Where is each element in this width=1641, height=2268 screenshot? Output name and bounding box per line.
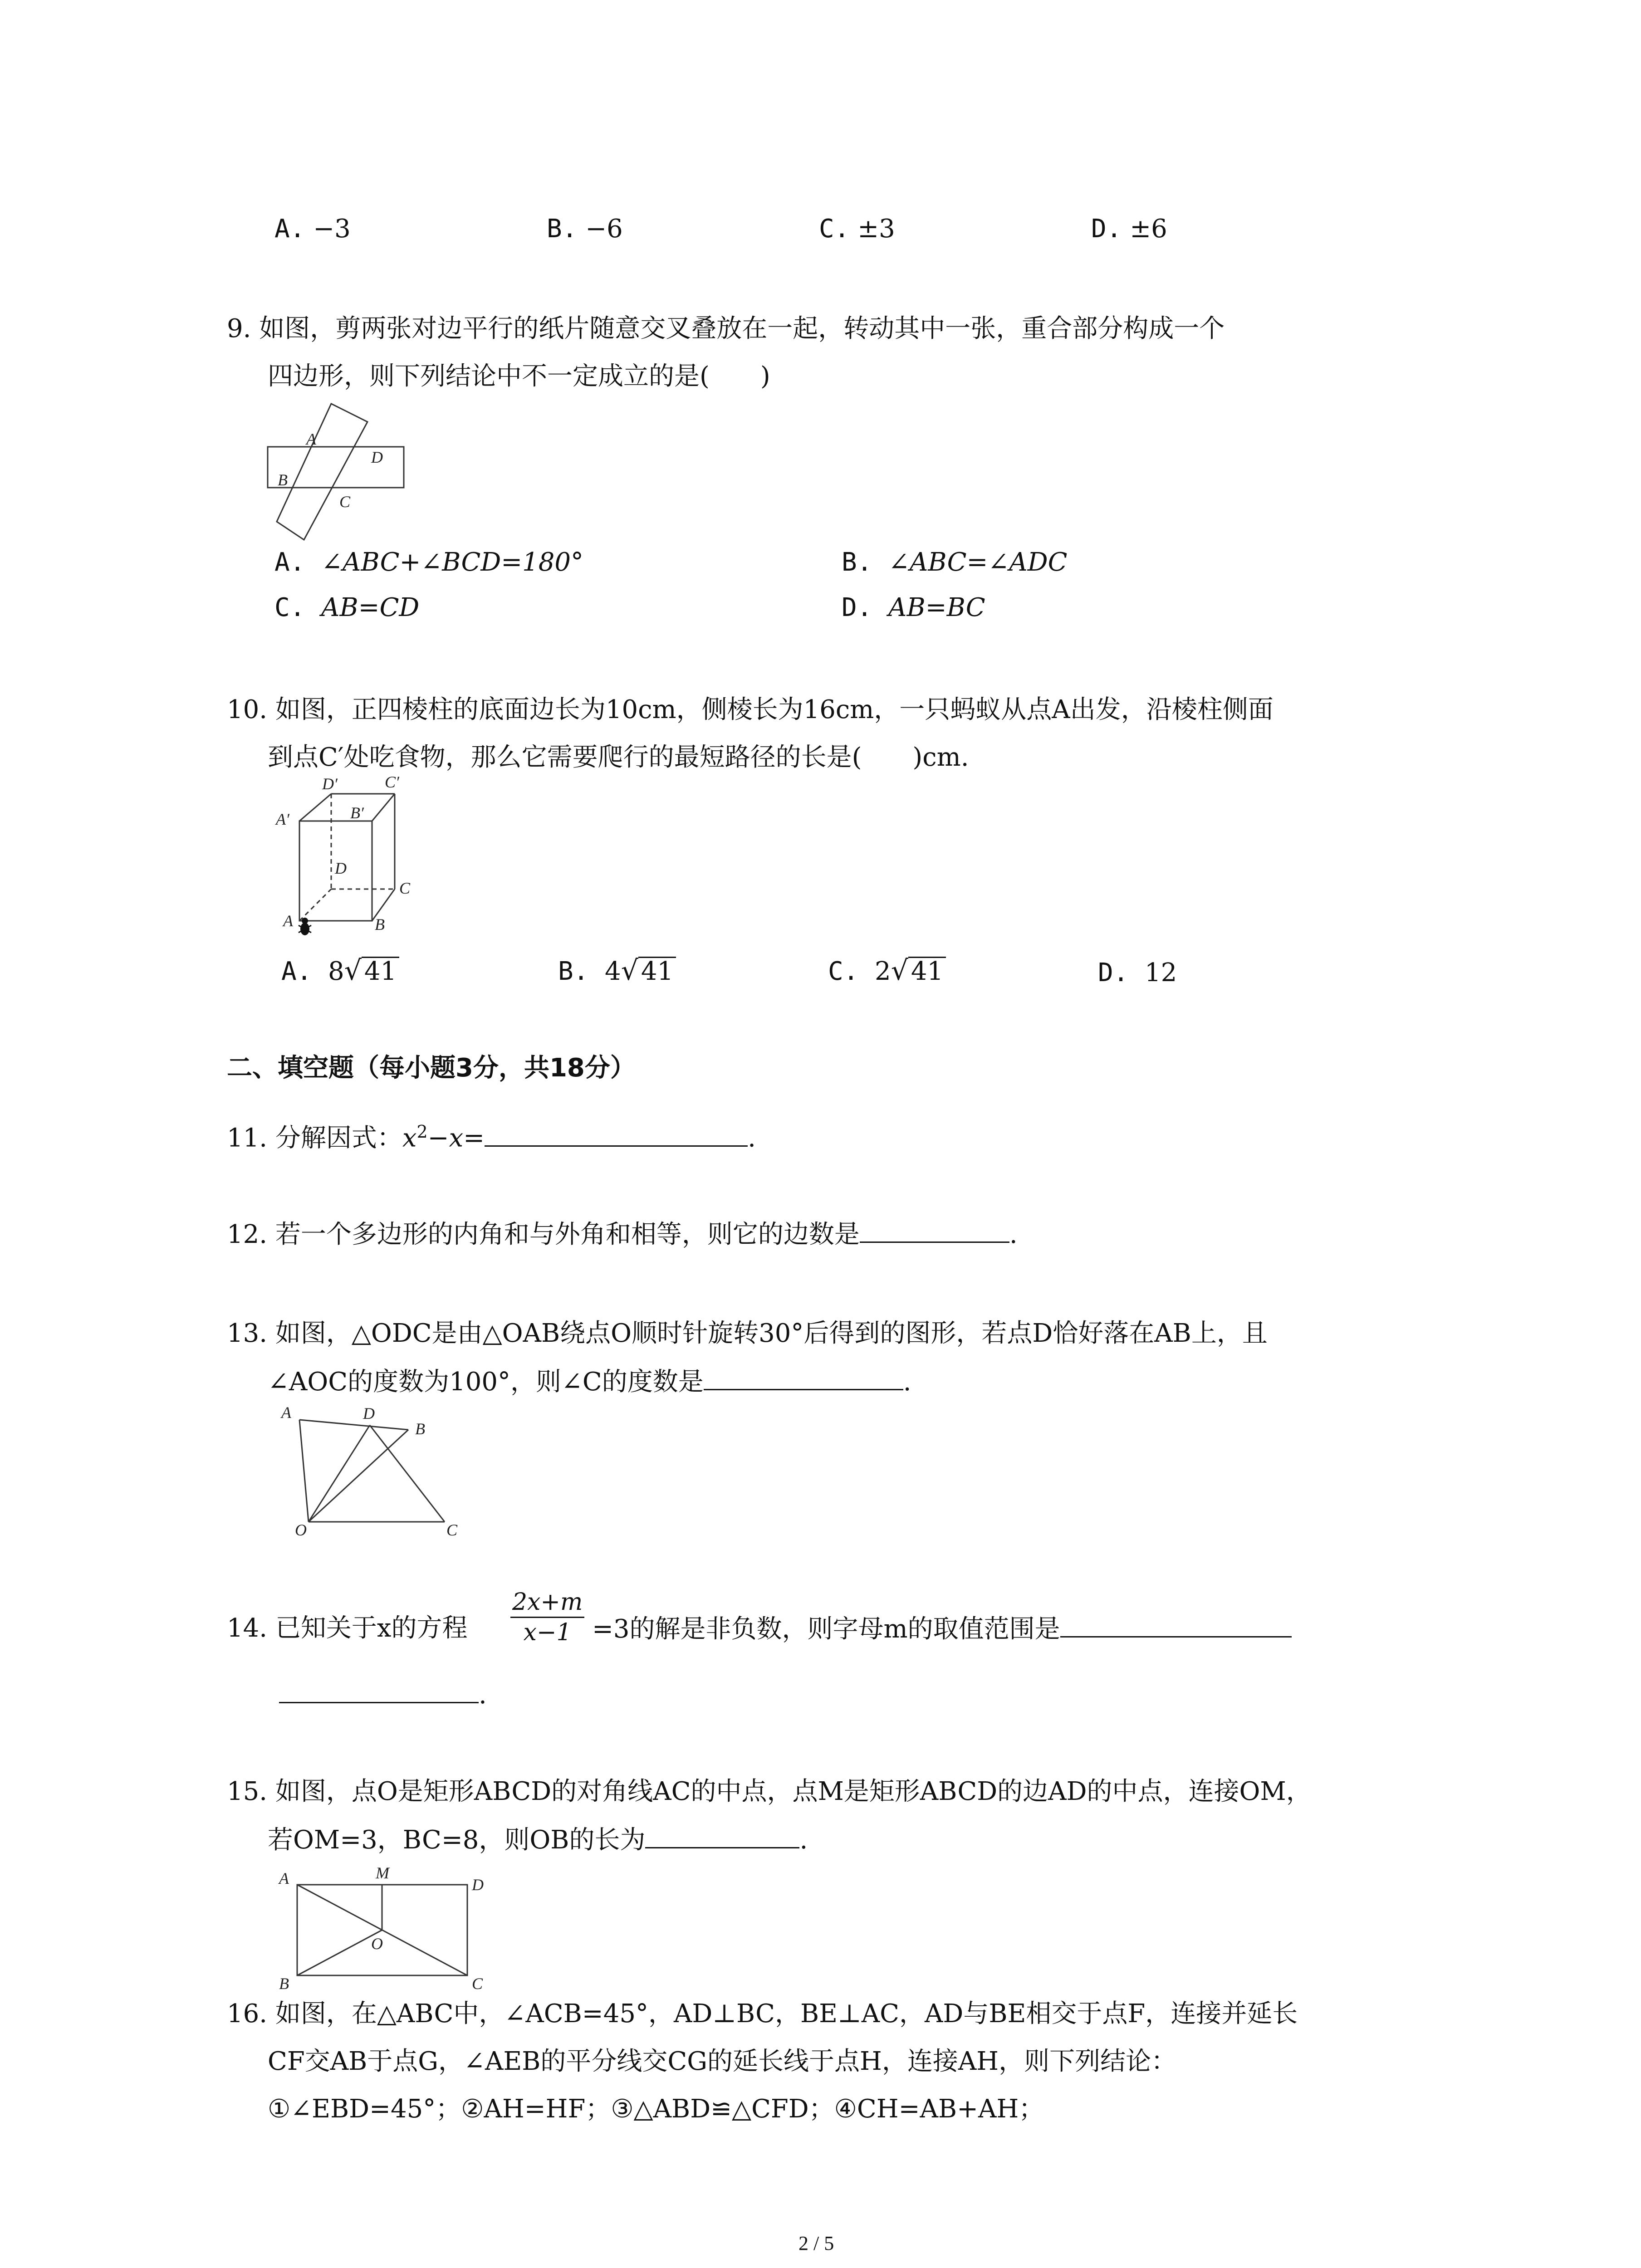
q13-segment-ab	[299, 1420, 408, 1430]
q16-line1: 16. 如图，在△ABC中，∠ACB=45°，AD⊥BC，BE⊥AC，AD与BE相交于点F，连接并延长	[227, 1999, 1298, 2028]
q14-answer-blank-line2[interactable]	[279, 1678, 479, 1703]
q13-label-d: D	[363, 1404, 375, 1422]
q13-line1: 13. 如图，△ODC是由△OAB绕点O顺时针旋转30°后得到的图形，若点D恰好落在AB上，且	[227, 1319, 1268, 1348]
q15-label-d: D	[472, 1876, 484, 1894]
q14-answer-blank-line1[interactable]	[1060, 1613, 1292, 1637]
q11-answer-blank[interactable]	[485, 1122, 748, 1147]
q15-line2: 若OM=3，BC=8，则OB的长为 .	[268, 1823, 808, 1856]
q10-line2: 到点C′处吃食物，那么它需要爬行的最短路径的长是( )cm.	[268, 743, 969, 772]
q13-label-b: B	[415, 1420, 425, 1438]
q15-label-o: O	[371, 1935, 383, 1953]
q15-answer-blank[interactable]	[645, 1823, 799, 1848]
q9-label-d: D	[371, 448, 383, 466]
q14-line2: .	[279, 1678, 487, 1711]
q16-line3: ①∠EBD=45°；②AH=HF；③△ABD≌△CFD；④CH=AB+AH；	[268, 2094, 1044, 2124]
q10-option-b: B. 4√ 41	[558, 955, 676, 987]
q13-line2: ∠AOC的度数为100°，则∠C的度数是 .	[268, 1365, 911, 1398]
q10-option-a: A. 8√ 41	[281, 955, 399, 987]
q9-label-a: A	[306, 430, 316, 448]
q13-answer-blank[interactable]	[704, 1365, 903, 1390]
q9-option-d: D. AB=BC	[842, 593, 985, 622]
q9-figure	[259, 399, 413, 549]
q9-line1: 9. 如图，剪两张对边平行的纸片随意交叉叠放在一起，转动其中一张，重合部分构成一个	[227, 314, 1225, 343]
q13-figure	[272, 1402, 463, 1547]
q13-label-a: A	[281, 1403, 291, 1422]
q10-label-a-prime: A′	[276, 810, 289, 828]
q12-answer-blank[interactable]	[860, 1218, 1009, 1243]
q10-label-b: B	[375, 915, 385, 934]
q15-line1: 15. 如图，点O是矩形ABCD的对角线AC的中点，点M是矩形ABCD的边AD的中点，连接OM，	[227, 1777, 1312, 1806]
q14-suffix: =3的解是非负数，则字母m的取值范围是	[592, 1613, 1292, 1645]
q9-label-c: C	[339, 493, 351, 511]
page-number: 2 / 5	[798, 2232, 834, 2254]
q13-segment-ao	[299, 1420, 309, 1522]
q9-option-a: A. ∠ABC+∠BCD=180°	[274, 547, 584, 577]
q10-label-d: D	[335, 859, 347, 877]
q12: 12. 若一个多边形的内角和与外角和相等，则它的边数是 .	[227, 1218, 1018, 1251]
q15-label-b: B	[279, 1975, 289, 1993]
q15-label-m: M	[376, 1864, 389, 1882]
q8-option-c: C. ±3	[819, 214, 895, 244]
q8-option-b: B. −6	[547, 214, 623, 244]
q10-option-c: C. 2√ 41	[828, 955, 946, 987]
q10-prism-figure	[272, 771, 426, 948]
q10-hidden-edge	[299, 889, 331, 921]
section-2-title: 二、填空题（每小题3分，共18分）	[227, 1053, 636, 1083]
q10-edge	[299, 794, 331, 821]
q13-label-c: C	[446, 1521, 458, 1539]
q15-segment-bo	[297, 1930, 382, 1975]
q10-edge	[372, 794, 395, 821]
q15-rectangle-figure	[272, 1862, 508, 1994]
q13-label-o: O	[295, 1521, 307, 1539]
q10-label-c-prime: C′	[385, 773, 399, 791]
q9-tilted-strip	[277, 404, 367, 540]
q9-line2: 四边形，则下列结论中不一定成立的是( )	[268, 362, 770, 391]
q9-option-b: B. ∠ABC=∠ADC	[842, 547, 1068, 577]
q15-label-c: C	[472, 1975, 483, 1993]
q10-option-d: D. 12	[1098, 958, 1177, 987]
q15-label-a: A	[279, 1869, 289, 1887]
q8-option-d: D. ±6	[1091, 214, 1167, 244]
q10-label-a: A	[283, 912, 293, 930]
q11: 11. 分解因式：$x^2-x=$ .	[227, 1122, 756, 1153]
q16-line2: CF交AB于点G，∠AEB的平分线交CG的延长线于点H，连接AH，则下列结论：	[268, 2047, 1177, 2076]
q10-line1: 10. 如图，正四棱柱的底面边长为10cm，侧棱长为16cm，一只蚂蚁从点A出发，沿棱柱侧面	[227, 695, 1274, 724]
q9-option-c: C. AB=CD	[274, 593, 420, 622]
q14-prefix: 14. 已知关于x的方程	[227, 1613, 468, 1643]
q8-option-a: A. −3	[274, 214, 351, 244]
q10-label-b-prime: B′	[350, 804, 364, 822]
q13-segment-dc	[370, 1425, 445, 1522]
q9-label-b: B	[278, 471, 288, 489]
q10-label-d-prime: D′	[322, 775, 338, 793]
q10-label-c: C	[399, 879, 411, 897]
q14-fraction: 2x+m x−1	[510, 1588, 584, 1647]
